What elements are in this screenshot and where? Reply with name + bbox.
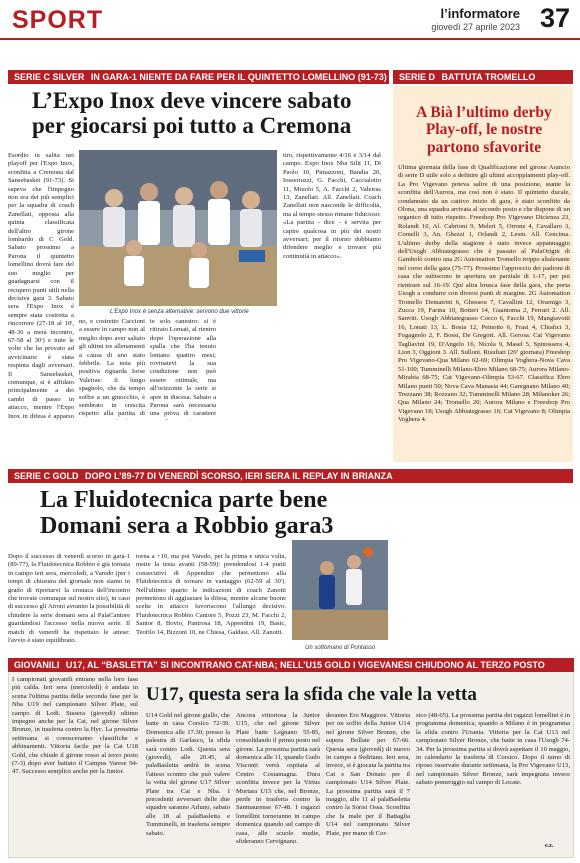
masthead xyxy=(431,6,520,32)
article1-photo-caption: L’Expo Inox è senza alternative: servono due vittorie xyxy=(110,309,249,315)
article2-kicker-band xyxy=(8,469,573,483)
article2-headline-line1: La Fluidotecnica parte bene xyxy=(40,487,328,513)
article1-column-2: no, e costretto Caccioni a essere in campo non al meglio dopo aver saltato gli ultimi tre allenamenti a causa di uno stato febbrile. La nota più positiva riguarda Iorse Valeiras: il lungo spagnolo, che da tempo soffre a un ginocchio, è sembrato in crescita rispetto alla partita di xyxy=(79,318,145,418)
article2-photo-caption: Un sottomano di Pontasso xyxy=(305,645,376,651)
article2-headline xyxy=(40,488,400,540)
article1-column-1: Esordio in salita nei playoff per l'Expo Inox, sconfitta a Cremona dal Sansebasket (91-73). Si sapeva che l'impegno non era dei più semplici per la squadra di coach Zanellati, opposta alla quinta classificata dell'altro girone lombardo di C Gold. Sabato prossimo a Parona il quintetto lomellino dovrà fare del suo meglio per guadagnarsi con il recupero punti utili nella decisiva gara 3. Sabato sera l'Expo Inox è sempre stata costretta a rincorrere (27-18 al 10', 48-36 a metà incontro, 67-58 al 30') e tutte le volte che ha provato ad avvicinarsi è stata respinta dagli avversari. Il Sansebasket, comunque, si è affidato principalmente a dei cambi di passo in attacco, mentre l'Expo Inox in difesa è apparso xyxy=(8,152,74,420)
article1-kicker-band xyxy=(8,70,389,84)
article2-photo xyxy=(292,540,388,640)
article3-signature: e.z. xyxy=(545,843,554,849)
article2-headline-line2: Domani sera a Robbio gara3 xyxy=(40,512,334,539)
page-number: 37 xyxy=(539,3,570,33)
article3-column-1: I campionati giovanili entrano nella loro fase più calda. Ieri sera (mercoledì) è andata in scena l'ultima partita della seconda fase per la Nba U19 nel campionato Silver Plate, sul campo di Lodi. Stasera (giovedì) ultimo impegno anche per la Cat, nel girone Silver Bronze, in trasferta contro la Hyc. La prossima settimana si conosceranno classifiche e abbinamenti. Vittoria facile per la Cat U18 Gold, che chiude il girone rosso al terzo posto (7-3) dopo aver battuto il Campus Varese 94-47. Successo semplice anche per la Junior. xyxy=(12,676,138,776)
article3-column-4: deranno Ero Maggiore. Vittoria per un soffio della Junior U14 nel girone Silver Bronze, che supera Bollate per 67-66. Questa sera (giovedì) di nuovo in campo a Sedriano. Ieri sera, invece, si è giocata la partita tra Cat e San Donato per il campionato U14 Silver Plate. La prossima partita sarà il 7 maggio, alle 11 al palaBasletta contro la Sorisi Ossa. Sconfitta che fa male per il Battaglia U14 nel campionato Silver Plate, per mano di Cor- xyxy=(326,712,410,837)
sidebar-headline: A Bià l’ultimo derby Play-off, le nostre partono sfavorite xyxy=(416,104,552,156)
article3-column-5: sico (48-65). La prossima partita dei ragazzi lomellini è in programma domenica, quando a Milano è in programma la sfida contro l'Urania. Vittoria per la Cat U13 nel campionato Silver Bronze, che batte in casa l'Usogb 74-34. Per la prossima partita si dovrà aspettare il 10 maggio, in calendario la trasferta di Corsico. Dopo il turno di riposo osservato durante settimana, la Pro Vigevano U13, nel campionato Silver Bronze, sarà impegnata invece sabato pomeriggio sul campo di Locate. xyxy=(416,712,570,787)
article2-column-1: Dopo il successo di venerdì scorso in gara-1 (89-77), la Fluidotecnica Robbio è già tornata in campo ieri sera, mercoledì, a Varedo (per i tempi di chiusura del giornale non siamo in grado di riportarvi la cronaca dell'incontro che trovate comunque sul nostro sito), in caso di successo gli Aironi avranno la possibilità di chiudere la serie domani sera al PalaCantore guardandosi l'accesso nella nuova serie. Il match di venerdì ha rispettato le attese: l'avvio è stato equilibrato. xyxy=(8,553,130,645)
article2-kicker-text: DOPO L’89-77 DI VENERDÌ SCORSO, IERI SERA IL REPLAY IN BRIANZA xyxy=(85,471,393,481)
basketball-action-photo xyxy=(292,540,388,640)
sidebar-kicker-band xyxy=(393,70,573,84)
section-title: SPORT xyxy=(12,6,104,34)
basketball-team-photo xyxy=(79,150,277,306)
article3-kicker-band xyxy=(8,658,574,672)
sidebar-kicker-text: BATTUTA TROMELLO xyxy=(441,72,536,82)
page-header xyxy=(0,0,580,40)
article1-headline xyxy=(32,89,382,139)
sidebar-text: Ultima giornata della fase di Qualificazione nel girone Arancio di serie D utile solo a definire gli ultimi accoppiamenti play-off. La Pro Vigevano poteva salire di una posizione, stante la sconfitta dell'Aurora, ma così non è stato. Il quintetto ducale, condannato da un cattivo inizio di gara, è stato sconfitto da Olona, una squadra arrivata al secondo posto e che dispone di un organico di tutto rispetto. Freeshop Pro Vigevano Dicienza 23, Rolandi 10, Al. Cabrioni 9, Meleri 5, Orrone 4, Cavallaro 3, Comelli 3, An. Ghezzi 1, Orlandi 2, Lesm. All. Cencima. L'ultimo derby della stagione è stato invece appannaggio dell'Usogb Abbiategrasso che è passato al PalaOrigin di Gambolò contro una 2G Automation Tromello troppo altalenante nel corso della gara (75-77). Prossimo l'approccio dei padroni di casa che subiscono in apertura un parziale di 1-17, per poi rientrare sul 16-19. Qui altra brusca fase della gara, che porta Usogb a condurre con diversi punti di margine. 2G Automation Tromello Dematrini 6, Ghessou 7, Cavallini 12, Orsenigo 3, Zucca 19, Farina 10, Botteri 14, Guantoma 2, Ferrari 2. All. Sanviti. Usogb Abbiategrasso Cocco 6, Facchi 19, Mangiavotti 16, Lonati 13, L. Bosia 12, Peinotto 6, Frasi 4, Chiafici 3, Fogagnolo 2, F. Bossi, De Gregori. All. Gerosa. Cat Vigevano Tagliavini 19, D'Angelo 16, Nicola 9, Masel 5, Spinossera 4, Lion 3, Oggioni 3. All. Sulloni. Risultati (26ª giornata) Freeshop Pro Vigevano-Qua Milano 62-69; Olimpia Voghera-Nova Cava 51-100; Tumminelli Milano-Ebro Milano 68-75; Aurora Milano-Mirabia 68-75; Cat Vigevano-Olimpia 53-67. Classifica Ebro Milano punti 50; Nova Cava Manasia 44; Garegnano Milano 40; Trezzano 38; Rozzano 32; Tumminelli Milano 28; Milanoker 26; Qua Milano 24; Tromello 20; Aurora Milano e Freeshop Pro Vigevano 18; Usogb Abbiategrasso 16; Cat Vigevano 8; Olimpia Voghera 4. xyxy=(398,164,570,424)
article3-kicker-text: U17, AL “BASLETTA” SI INCONTRANO CAT-NBA; NELL’U15 GOLD I VIGEVANESI CHIUDONO AL TERZO POSTO xyxy=(65,660,545,670)
paper-name: l’informatore xyxy=(440,6,520,21)
paper-date: giovedì 27 aprile 2023 xyxy=(431,22,520,32)
article3-column-2: U14 Gold nel girone giallo, che batte in casa Corsico 72-39. Domenica alle 17.30, presso la palestra di Garlasco, la sfida sarà contro Lodi. Questa sera (giovedì), alle 20.45, al palaBasletta andrà in scena l'atteso scontro che può valere la vetta del girone U17 Silver Plate tra Cat e Nba. I precedenti avversari delle due squadre saranno Arluno, sabato alle 18 al palaBasletta e Tumminelli, in trasferta sempre sabato. xyxy=(146,712,230,837)
article1-column-4: tiro, rispettivamente 4/16 e 3/14 dal campo. Expo Inox Nba Silit 11, Di Paolo 10, Pimazzoni, Bandia 20, Iosseriuzzi, G. Facchi, Caccialotto 11, Miuolo 5, A. Facchi 2, Valeiras 13, Zanellati. All. Zanellati. Coach Zanellati non nasconde le difficoltà, ma al tempo stesso rimane fiducioso: «La partita - dice - è servita per capire qualcosa in più dei nostri avversari; per il ritorno dobbiamo difendere meglio e trovare più continuità in attacco». xyxy=(283,152,381,260)
article1-headline-line2: per giocarsi poi tutto a Cremona xyxy=(32,112,352,138)
article1-column-3: te solo canestro: si è ritirato Lomati, al rientro dopo l'operazione alla spalla che l'ha tenuto lontano quattro mesi; rovinatevi la sua condizione non può essere ottimale, ma all'orizzonte la serie si apre in discesa. Sabato a Parona sarà necessaria una prova di carattere xyxy=(150,318,216,418)
article2-kicker-tag: SERIE C GOLD xyxy=(14,471,79,481)
article1-photo xyxy=(79,150,277,306)
article3-headline: U17, questa sera la sfida che vale la vetta xyxy=(146,684,477,705)
article1-headline-line1: L’Expo Inox deve vincere sabato xyxy=(32,88,352,113)
sidebar-kicker-tag: SERIE D xyxy=(399,72,436,82)
article2-column-2: torna a +10, ma poi Varedo, per la prima e unica volta, mette la testa avanti (58-59): prendendosi 1-4 punti consecutivi di Appendini che permettono alla Fluidotecnica di tornare in vantaggio (62-59 al 30'). Nell'ultimo quarto le indicazioni di coach Zanotti permettono di aggiustare la difesa, mentre alcune buone scelte in attacco favoriscono l'allungo decisivo. Fluidotecnica Robbio Cantore 5, Pozzi 23, M. Facchi 2, Santor 8, Bovio, Pantrosa 18, Appendini 19, Basic, Teofilo 14, Bizzoni 10, ne Chiesa, Galdasi. All. Zanotti. xyxy=(136,553,286,636)
article1-kicker-text: IN GARA-1 NIENTE DA FARE PER IL QUINTETTO LOMELLINO (91-73) xyxy=(90,72,387,82)
article3-column-3: Ancora vittoriosa la Junior U15, che nel girone Silver Plate batte Legnano 55-85, consolidando il primo posto nel girone. La prossima partita sarà domenica alle 11, quando Gudo Visconti verrà ospitata al Centro Costamagna. Dura sconfitta invece per la Virtus Mortara U15 che, nel Bronze, perde in trasferta contro la Sanmaurense 67-48. I ragazzi lomellini torneranno in campo domenica quando sul campo di casa, alle scuole medie, sfideranno Cervignano. xyxy=(236,712,320,846)
article1-kicker-tag: SERIE C SILVER xyxy=(14,72,85,82)
article3-kicker-tag: GIOVANILI xyxy=(14,660,60,670)
